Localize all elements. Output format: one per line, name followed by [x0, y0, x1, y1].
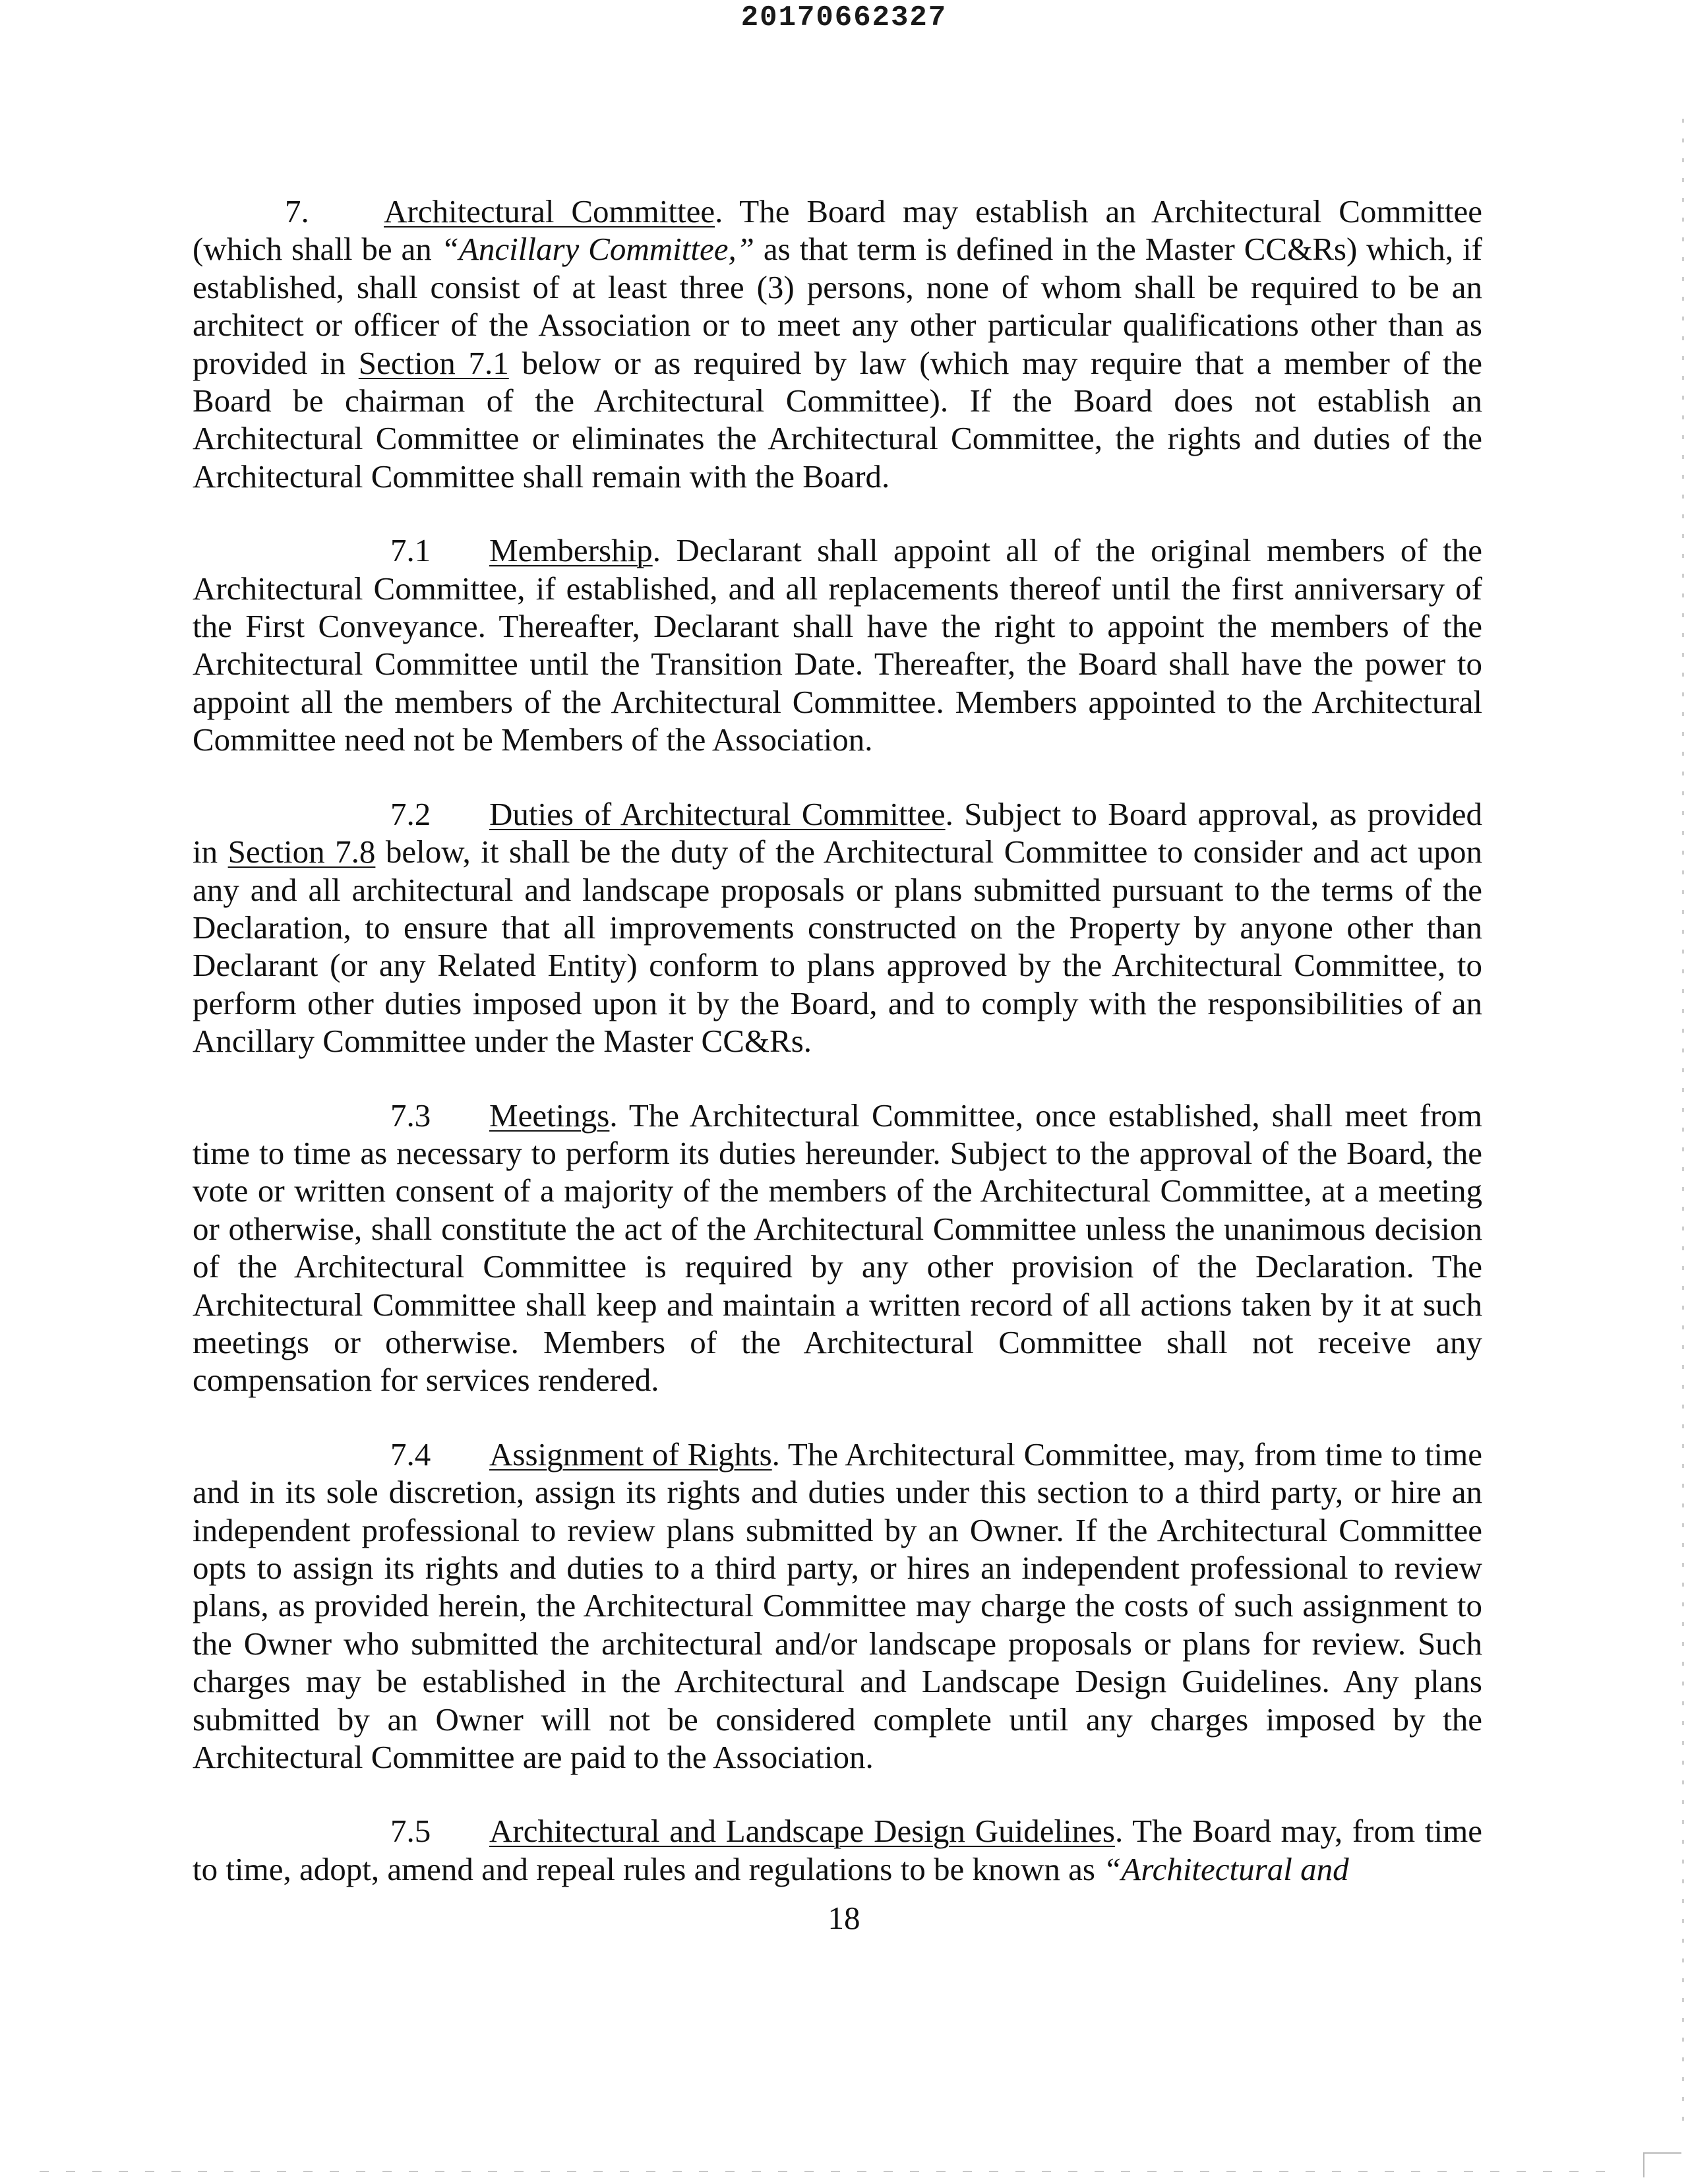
section-7-5-paragraph: 7.5 Architectural and Landscape Design Guidelines. The Board may, from time to time, adopt, amend and repeal rules and regulations to be known as “Architectural and	[193, 1813, 1482, 1887]
section-7-paragraph: 7. Architectural Committee. The Board may establish an Architectural Committee (which shall be an “Ancillary Committee,” as that term is defined in the Master CC&Rs) which, if established, shall consist of at least three (3) persons, none of whom shall be required to be an architect or officer of the Association or to meet any other particular qualifications other than as provided in Section 7.1 below or as required by law (which may require that a member of the Board be chairman of the Architectural Committee). If the Board does not establish an Architectural Committee or eliminates the Architectural Committee, the rights and duties of the Architectural Committee shall remain with the Board.	[193, 193, 1483, 495]
section-7-2-paragraph: 7.2 Duties of Architectural Committee. Subject to Board approval, as provided in Section 7.8 below, it shall be the duty of the Architectural Committee to consider and act upon any and all architectural and landscape proposals or plans submitted pursuant to the terms of the Declaration, to ensure that all improvements constructed on the Property by anyone other than Declarant (or any Related Entity) conform to plans approved by the Architectural Committee, to perform other duties imposed upon it by the Board, and to comply with the responsibilities of an Ancillary Committee under the Master CC&Rs.	[193, 795, 1483, 1060]
section-number: 7.2	[390, 795, 431, 832]
section-number: 7.3	[390, 1097, 431, 1134]
document-body	[193, 193, 1482, 1924]
section-7-1-paragraph: 7.1 Membership. Declarant shall appoint all of the original members of the Architectural Committee, if established, and all replacements thereof until the first anniversary of the First Conveyance. Thereafter, Declarant shall have the right to appoint the members of the Architectural Committee until the Transition Date. Thereafter, the Board shall have the power to appoint all the members of the Architectural Committee. Members appointed to the Architectural Committee need not be Members of the Association.	[193, 532, 1482, 758]
section-number: 7.4	[390, 1436, 431, 1472]
document-number: 20170662327	[740, 1, 948, 34]
section-heading: Meetings	[489, 1097, 610, 1134]
section-heading: Architectural and Landscape Design Guidelines	[489, 1813, 1115, 1850]
section-heading: Assignment of Rights	[489, 1436, 772, 1472]
defined-term: “Ancillary Committee,”	[440, 231, 754, 268]
section-7-4-paragraph: 7.4 Assignment of Rights. The Architectural Committee, may, from time to time and in its sole discretion, assign its rights and duties under this section to a third party, or hire an independent professional to review plans submitted by an Owner. If the Architectural Committee opts to assign its rights and duties to a third party, or hires an independent professional to review plans, as provided herein, the Architectural Committee may charge the costs of such assignment to the Owner who submitted the architectural and/or landscape proposals or plans for review. Such charges may be established in the Architectural and Landscape Design Guidelines. Any plans submitted by an Owner will not be considered complete until any charges imposed by the Architectural Committee are paid to the Association.	[193, 1436, 1482, 1776]
defined-term: “Architectural and	[1103, 1850, 1349, 1887]
section-heading: Duties of Architectural Committee	[489, 795, 946, 832]
section-reference: Section 7.1	[358, 344, 509, 381]
section-7-3-paragraph: 7.3 Meetings. The Architectural Committee, once established, shall meet from time to time as necessary to perform its duties hereunder. Subject to the approval of the Board, the vote or written consent of a majority of the members of the Architectural Committee, at a meeting or otherwise, shall constitute the act of the Architectural Committee unless the unanimous decision of the Architectural Committee is required by any other provision of the Declaration. The Architectural Committee shall keep and maintain a written record of all actions taken by it at such meetings or otherwise. Members of the Architectural Committee shall not receive any compensation for services rendered.	[193, 1097, 1482, 1399]
scan-edge-artifact	[40, 2171, 1609, 2172]
page-number: 18	[828, 1900, 860, 1936]
section-reference: Section 7.8	[227, 834, 376, 870]
scan-edge-artifact	[1682, 119, 1684, 2130]
section-number: 7.5	[390, 1813, 431, 1850]
scan-corner-artifact	[1643, 2152, 1681, 2177]
section-number: 7.1	[390, 532, 431, 569]
section-number: 7.	[285, 193, 309, 229]
section-heading: Architectural Committee	[384, 193, 715, 229]
section-heading: Membership	[489, 532, 653, 569]
